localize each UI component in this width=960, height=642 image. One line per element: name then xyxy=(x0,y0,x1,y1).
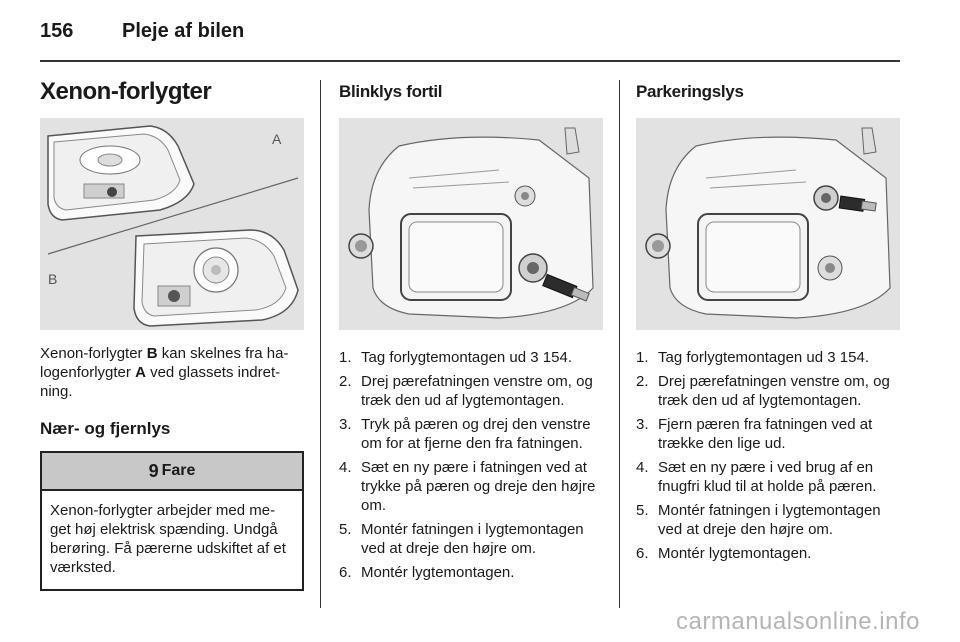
headlight-comparison-figure xyxy=(40,118,304,330)
column-divider xyxy=(619,80,620,608)
step-list xyxy=(339,348,603,582)
chapter-title: Pleje af bilen xyxy=(122,20,245,42)
figure-label-a: A xyxy=(272,131,282,147)
warning-header xyxy=(42,453,302,491)
list-item: 6. Montér lygtemontagen. xyxy=(339,564,515,581)
page-number: 156 xyxy=(40,20,74,42)
section-title: Blinklys fortil xyxy=(339,82,443,101)
warning-text: Xenon-forlygter arbejder med me-get høj elektrisk spænding. Undgå berøring. Få pærerne udskiftet af et værksted. xyxy=(50,502,286,576)
column-front-indicator xyxy=(339,70,603,587)
column-divider xyxy=(320,80,321,608)
list-item: 5. Montér fatningen i lygtemontagen ved at dreje den højre om. xyxy=(339,521,584,557)
step-list xyxy=(636,348,900,563)
list-item: 3. Fjern pæren fra fatningen ved at trække den lige ud. xyxy=(636,416,873,452)
warning-icon: 9 xyxy=(148,460,159,481)
front-indicator-figure xyxy=(339,118,603,330)
list-item: 4. Sæt en ny pære i fatningen ved at trykke på pæren og dreje den højre om. xyxy=(339,459,596,514)
warning-title: Fare xyxy=(161,462,196,479)
header-rule xyxy=(40,60,900,62)
parking-light-figure xyxy=(636,118,900,330)
list-item: 2. Drej pærefatningen venstre om, og træk den ud af lygtemontagen. xyxy=(339,373,593,409)
section-title: Xenon-forlygter xyxy=(40,78,212,105)
list-item: 1. Tag forlygtemontagen ud 3 154. xyxy=(636,349,869,366)
column-xenon xyxy=(40,70,304,591)
figure-label-b: B xyxy=(48,271,58,287)
list-item: 2. Drej pærefatningen venstre om, og træk den ud af lygtemontagen. xyxy=(636,373,890,409)
subheading: Nær- og fjernlys xyxy=(40,419,171,438)
list-item: 4. Sæt en ny pære i ved brug af en fnugfri klud til at holde på pæren. xyxy=(636,459,877,495)
section-title: Parkeringslys xyxy=(636,82,744,101)
list-item: 1. Tag forlygtemontagen ud 3 154. xyxy=(339,349,572,366)
list-item: 3. Tryk på pæren og drej den venstre om for at fjerne den fra fatningen. xyxy=(339,416,591,452)
watermark-text: carmanualsonline.info xyxy=(676,608,920,635)
intro-paragraph: Xenon-forlygter B kan skelnes fra ha-logenforlygter A ved glassets indret-ning. xyxy=(40,345,289,400)
column-parking-light xyxy=(636,70,900,568)
list-item: 6. Montér lygtemontagen. xyxy=(636,545,812,562)
warning-box xyxy=(40,451,304,591)
list-item: 5. Montér fatningen i lygtemontagen ved at dreje den højre om. xyxy=(636,502,881,538)
